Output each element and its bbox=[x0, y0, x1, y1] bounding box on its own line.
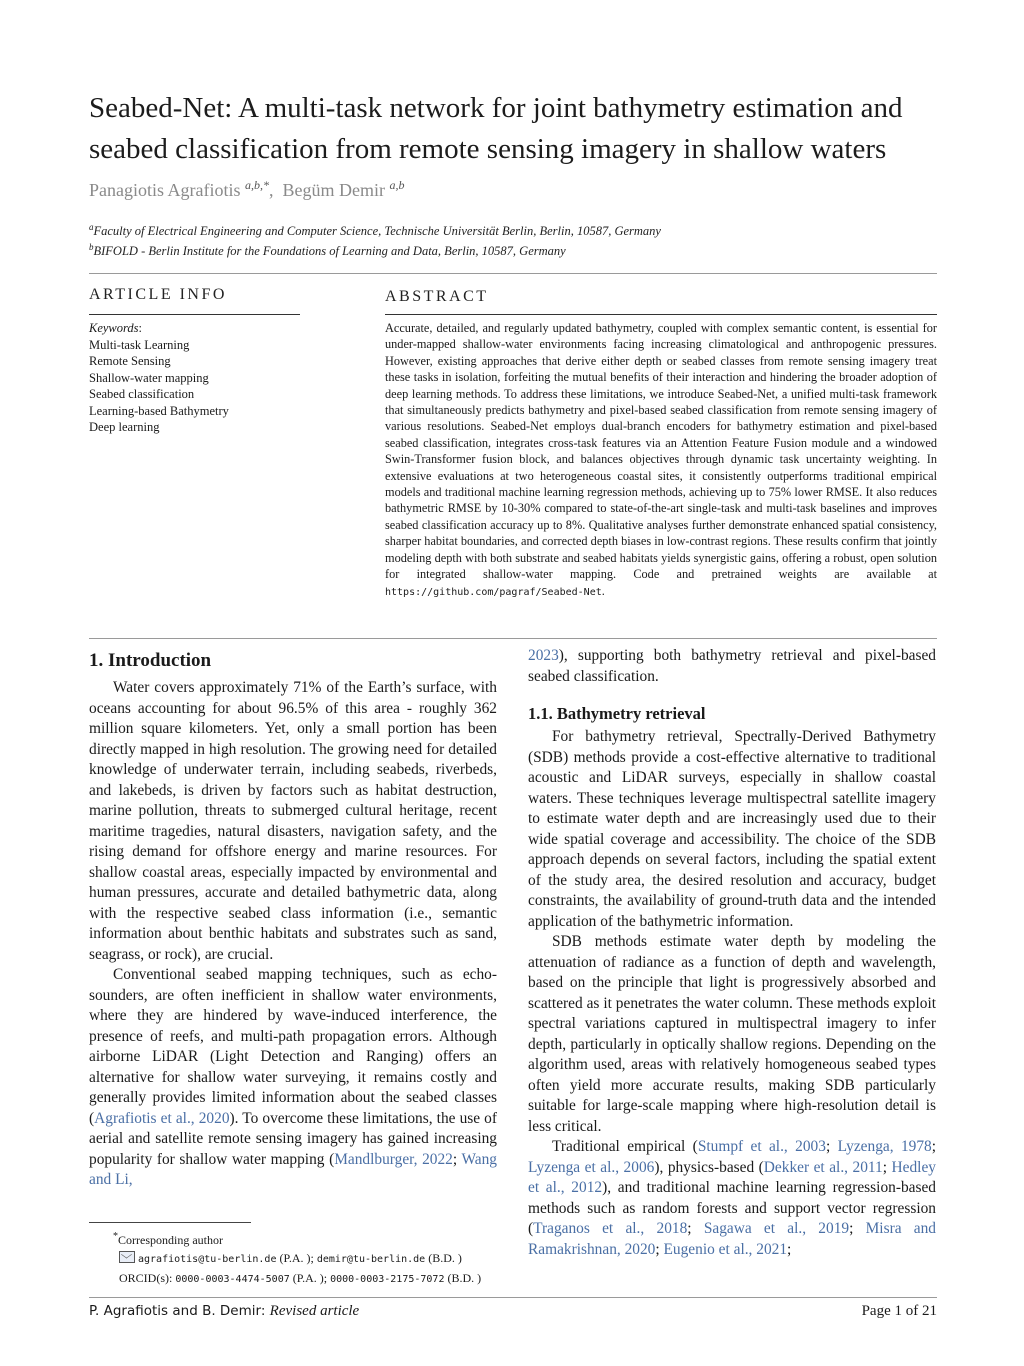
abstract-divider bbox=[89, 638, 937, 639]
keyword: Shallow-water mapping bbox=[89, 370, 209, 385]
header-divider bbox=[89, 273, 937, 274]
article-info-heading: ARTICLE INFO bbox=[89, 286, 227, 303]
citation-link[interactable]: Wang and Li, bbox=[89, 1150, 497, 1188]
text-span: (B.D. ) bbox=[425, 1251, 462, 1265]
intro-paragraph-2-continued bbox=[528, 646, 936, 687]
affiliation-b-mark: b bbox=[89, 242, 94, 252]
mail-icon bbox=[119, 1251, 135, 1263]
author-2-affiliation-marks: a,b bbox=[389, 178, 405, 192]
text-span: ; bbox=[931, 1138, 937, 1155]
text-span: ), and traditional machine learning regression-based methods such as random forests and support vector regression ( bbox=[528, 1179, 936, 1237]
section-heading-introduction: 1. Introduction bbox=[89, 650, 212, 671]
left-column bbox=[89, 648, 497, 1191]
right-column bbox=[528, 646, 936, 1260]
footnote-rule bbox=[89, 1222, 251, 1223]
affiliation-b bbox=[89, 242, 566, 259]
citation-link[interactable]: Sagawa et al., 2019 bbox=[703, 1220, 850, 1237]
text-span: (B.D. ) bbox=[444, 1271, 482, 1285]
citation-link[interactable]: Agrafiotis et al., 2020 bbox=[94, 1109, 230, 1127]
keyword: Learning-based Bathymetry bbox=[89, 403, 229, 418]
footer-status: Revised article bbox=[269, 1303, 360, 1319]
affiliation-a-mark: a bbox=[89, 222, 94, 232]
citation-link[interactable]: Hedley et al., 2012 bbox=[528, 1158, 936, 1196]
text-span: Conventional seabed mapping techniques, such as echo-sounders, are often inefficient in shallow water environments, where they are hindered by wave-induced interference, the presence of reefs, and multi-path propagation errors. Although airborne LiDAR (Light Detection and Ranging) offers an alternative for shallow water surveying, it remains costly and generally provides limited information about the seabed classes ( bbox=[89, 966, 497, 1127]
citation-link[interactable]: 2023 bbox=[528, 647, 559, 664]
bathymetry-paragraph-1: For bathymetry retrieval, Spectrally-Derived Bathymetry (SDB) methods provide a cost-effective alternative to traditional acoustic and LiDAR surveys, especially in shallow coastal waters. These techniques leverage multispectral satellite imagery to estimate water depth and are increasingly used due to their wide spatial coverage and accessibility. The choice of the SDB approach depends on several factors, including the spatial extent of the study area, the desired resolution and accuracy, budget constraints, the availability of ground-truth data and the intended application of the bathymetric information. bbox=[528, 728, 936, 930]
text-span: ), supporting both bathymetry retrieval and pixel-based seabed classification. bbox=[528, 647, 936, 685]
text-span: ; bbox=[655, 1240, 664, 1258]
author-1: Panagiotis Agrafiotis bbox=[89, 180, 241, 200]
author-list bbox=[89, 178, 404, 201]
text-span: ; bbox=[452, 1150, 462, 1168]
citation-link[interactable]: Eugenio et al., 2021 bbox=[663, 1240, 788, 1258]
orcid-label: ORCID(s): bbox=[119, 1271, 176, 1285]
title-line-1: Seabed-Net: A multi-task network for joint bathymetry estimation and bbox=[89, 92, 903, 124]
citation-link[interactable]: Lyzenga et al., 2006 bbox=[528, 1158, 655, 1176]
bathymetry-paragraph-3 bbox=[528, 1137, 936, 1260]
text-span: Traditional empirical ( bbox=[552, 1138, 698, 1155]
abstract-text: Accurate, detailed, and regularly updated bathymetry, coupled with complex semantic content, is essential for under-mapped shallow-water environments facing increasing climatological and anthropogenic pressures. However, existing approaches that derive either depth or seabed classes from remote sensing imagery treat these tasks in isolation, forfeiting the mutual benefits of their interaction and hindering the broader adoption of deep learning methods. To address these limitations, we introduce Seabed-Net, a unified multi-task framework that simultaneously predicts bathymetry and pixel-based seabed classification from remote sensing imagery of various resolutions. Seabed-Net employs dual-branch encoders for bathymetry estimation and pixel-based seabed classification, integrates cross-task features via an Attention Feature Fusion module and a windowed Swin-Transformer fusion block, and balances objectives through dynamic task uncertainty weighting. In extensive evaluations at two heterogeneous coastal sites, it consistently outperforms traditional empirical models and traditional machine learning regression methods, achieving up to 75% lower RMSE. It also reduces bathymetric RMSE by 10-30% compared to state-of-the-art single-task and multi-task baselines and improves seabed classification accuracy up to 8%. Qualitative analyses further demonstrate enhanced spatial consistency, sharper habitat boundaries, and corrected depth biases in low-contrast regions. These results confirm that jointly modeling depth with both substrate and seabed habitats yields synergistic gains, offering a robust, open solution for integrated shallow-water mapping. Code and pretrained weights are available at bbox=[385, 321, 937, 582]
affiliation-b-text: BIFOLD - Berlin Institute for the Foundations of Learning and Data, Berlin, 10587, Germany bbox=[93, 244, 566, 259]
paper-title bbox=[89, 88, 949, 170]
keywords-label: Keywords bbox=[89, 321, 139, 335]
email-line bbox=[89, 1249, 499, 1269]
abstract-end: . bbox=[601, 583, 605, 598]
intro-paragraph-1: Water covers approximately 71% of the Earth’s surface, with oceans accounting for about 96.5% of this area - roughly 362 million square kilometers. Yet, only a small portion has been directly mapped in high resolution. The growing need for detailed knowledge of underwater terrain, including seabeds, riverbeds, and lakebeds, is driven by factors such as habitat destruction, marine pollution, threats to submerged cultural heritage, recent maritime tragedies, natural disasters, navigation safety, and the rising demand for offshore energy and marine resources. For shallow coastal areas, especially impacted by environmental and human pressures, accurate and detailed bathymetric data, along with the respective seabed class information (i.e., semantic information about benthic habitats and substrates such as sand, seagrass, or rock), are crucial. bbox=[89, 679, 497, 963]
text-span: ; bbox=[882, 1158, 892, 1176]
citation-link[interactable]: Misra and Ramakrishnan, 2020 bbox=[528, 1220, 936, 1258]
keyword: Remote Sensing bbox=[89, 354, 171, 368]
article-info-rule bbox=[89, 314, 300, 315]
corresponding-label: Corresponding author bbox=[118, 1233, 223, 1247]
citation-link[interactable]: Dekker et al., 2011 bbox=[763, 1158, 883, 1176]
keyword: Multi-task Learning bbox=[89, 337, 190, 352]
keyword: Deep learning bbox=[89, 420, 160, 434]
citation-link[interactable]: Stumpf et al., 2003 bbox=[697, 1138, 826, 1155]
running-footer bbox=[89, 1303, 359, 1320]
email-link-1[interactable]: agrafiotis@tu-berlin.de bbox=[138, 1254, 277, 1265]
footer-authors: P. Agrafiotis and B. Demir: bbox=[89, 1303, 270, 1319]
abstract-heading: ABSTRACT bbox=[385, 288, 489, 305]
footnotes bbox=[89, 1228, 499, 1289]
footnote-star: * bbox=[113, 1231, 118, 1242]
text-span: ; bbox=[849, 1220, 866, 1237]
corresponding-author-note bbox=[89, 1228, 499, 1249]
text-span: ). To overcome these limitations, the use of aerial and satellite remote sensing imagery has gained increasing popularity for shallow water mapping ( bbox=[89, 1109, 497, 1168]
footer-divider bbox=[89, 1297, 937, 1298]
text-span: ; bbox=[687, 1220, 704, 1237]
author-2: Begüm Demir bbox=[282, 180, 385, 200]
section-heading-bathymetry-retrieval: 1.1. Bathymetry retrieval bbox=[528, 704, 706, 723]
orcid-line bbox=[89, 1269, 499, 1289]
citation-link[interactable]: Traganos et al., 2018 bbox=[533, 1220, 688, 1237]
text-span: (P.A. ); bbox=[276, 1251, 317, 1265]
citation-link[interactable]: Mandlburger, 2022 bbox=[334, 1150, 453, 1168]
affiliation-a bbox=[89, 222, 661, 239]
bathymetry-paragraph-2: SDB methods estimate water depth by modeling the attenuation of radiance as a function of depth and wavelength, based on the principle that light is progressively absorbed and scattered as it penetrates the water column. These methods exploit spectral variations captured in multispectral imagery to infer depth, particularly in optically shallow regions. Depending on the algorithm used, areas with relatively homogeneous seabed types often yield more accurate results, making SDB particularly suitable for large-scale mapping where high-resolution detail is less critical. bbox=[528, 933, 936, 1135]
abstract-rule bbox=[385, 314, 937, 315]
keywords-colon: : bbox=[138, 321, 143, 335]
affiliation-a-text: Faculty of Electrical Engineering and Computer Science, Technische Universität Berlin, Berlin, 10587, Germany bbox=[93, 224, 661, 239]
text-span: ; bbox=[825, 1138, 838, 1155]
intro-paragraph-2 bbox=[89, 965, 497, 1191]
text-span: (P.A. ); bbox=[289, 1271, 331, 1285]
orcid-link-1[interactable]: 0000-0003-4474-5007 bbox=[175, 1274, 290, 1285]
citation-link[interactable]: Lyzenga, 1978 bbox=[837, 1138, 932, 1155]
text-span: ), physics-based ( bbox=[654, 1158, 764, 1176]
keyword: Seabed classification bbox=[89, 387, 195, 401]
code-url-link[interactable]: https://github.com/pagraf/Seabed-Net bbox=[385, 586, 602, 598]
author-1-affiliation-marks: a,b,* bbox=[245, 178, 269, 192]
page-number: Page 1 of 21 bbox=[861, 1303, 937, 1319]
email-link-2[interactable]: demir@tu-berlin.de bbox=[316, 1254, 426, 1265]
author-separator: , bbox=[269, 180, 274, 200]
keywords-block bbox=[89, 320, 299, 436]
title-line-2: seabed classification from remote sensing imagery in shallow waters bbox=[89, 133, 887, 165]
orcid-link-2[interactable]: 0000-0003-2175-7072 bbox=[330, 1274, 445, 1285]
text-span: ; bbox=[787, 1240, 792, 1258]
abstract-body bbox=[385, 320, 937, 601]
